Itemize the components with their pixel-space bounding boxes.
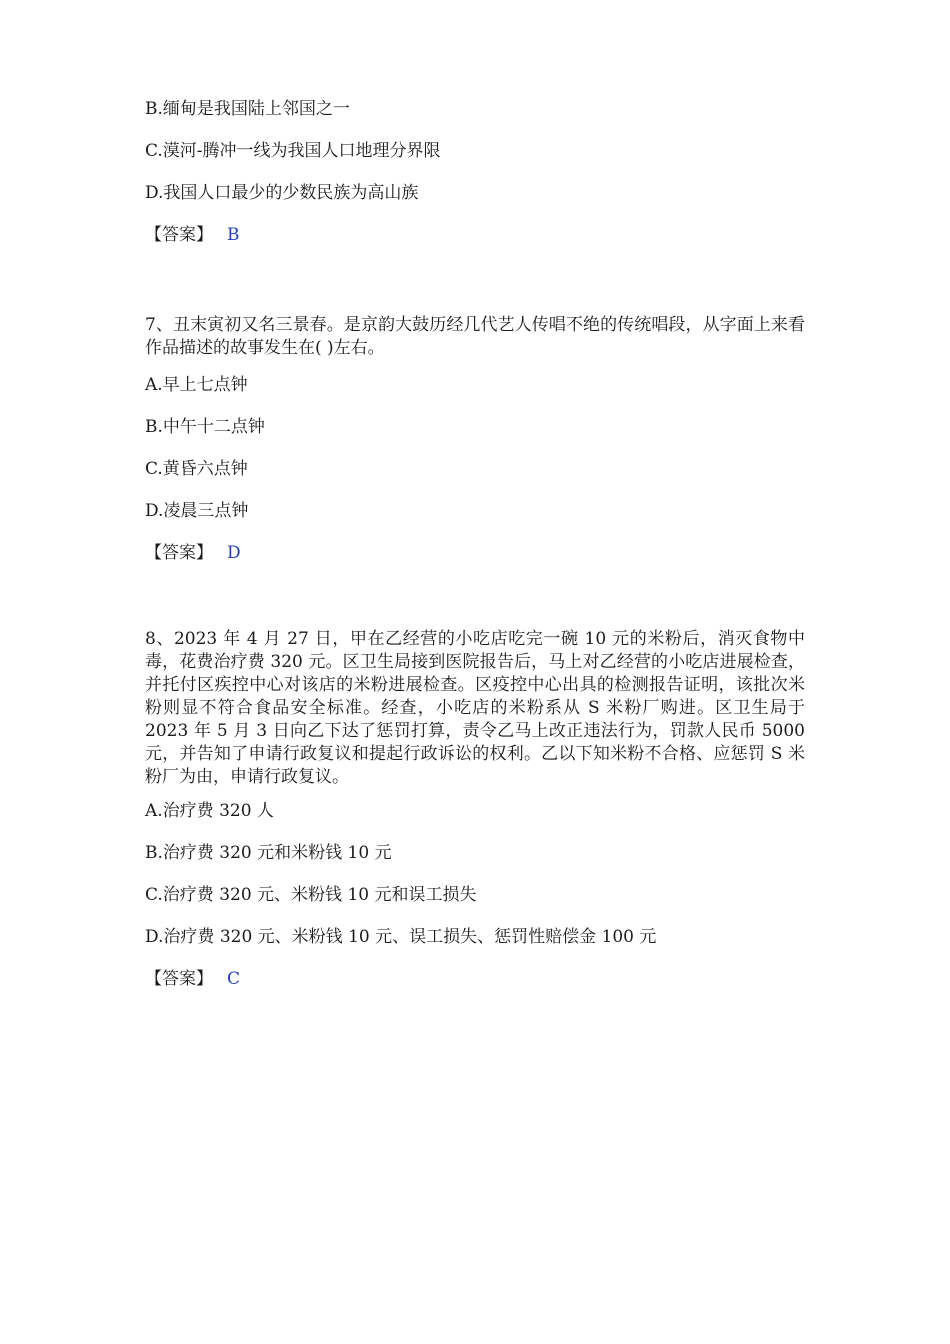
q8-answer-row (145, 968, 240, 991)
q7-option-b: B.中午十二点钟 (145, 417, 265, 437)
q7-answer-value: D (227, 543, 241, 563)
q8-answer-value: C (227, 969, 241, 989)
q8-option-c: C.治疗费 320 元、米粉钱 10 元和误工损失 (145, 885, 477, 905)
q7-option-c: C.黄昏六点钟 (145, 459, 248, 479)
q6-option-c: C.漠河-腾冲一线为我国人口地理分界限 (145, 141, 441, 161)
q6-answer-row (145, 224, 240, 247)
q7-answer-row (145, 542, 241, 565)
q8-answer-label: 【答案】 (145, 969, 213, 989)
q6-option-b: B.缅甸是我国陆上邻国之一 (145, 99, 350, 119)
q7-stem: 7、丑末寅初又名三景春。是京韵大鼓历经几代艺人传唱不绝的传统唱段，从字面上来看作品描述的故事发生在( )左右。 (145, 315, 805, 358)
q7-option-d: D.凌晨三点钟 (145, 501, 249, 521)
q8-stem: 8、2023 年 4 月 27 日，甲在乙经营的小吃店吃完一碗 10 元的米粉后，消灭食物中毒，花费治疗费 320 元。区卫生局接到医院报告后，马上对乙经营的小吃店进展检查，并托付区疾控中心对该店的米粉进展检查。区疫控中心出具的检测报告证明，该批次米粉则显不符合食品安全标准。经查，小吃店的米粉系从 S 米粉厂购进。区卫生局于 2023 年 5 月 3 日向乙下达了惩罚打算，责令乙马上改正违法行为，罚款人民币 5000 元，并告知了申请行政复议和提起行政诉讼的权利。乙以下知米粉不合格、应惩罚 S 米粉厂为由，申请行政复议。 (145, 629, 805, 787)
q7-answer-label: 【答案】 (145, 543, 213, 563)
q6-answer-label: 【答案】 (145, 225, 213, 245)
q7-option-a: A.早上七点钟 (145, 375, 248, 395)
q6-option-d: D.我国人口最少的少数民族为高山族 (145, 183, 419, 203)
q8-option-b: B.治疗费 320 元和米粉钱 10 元 (145, 843, 392, 863)
q6-answer-value: B (227, 225, 240, 245)
q8-option-d: D.治疗费 320 元、米粉钱 10 元、误工损失、惩罚性赔偿金 100 元 (145, 927, 657, 947)
q8-option-a: A.治疗费 320 人 (145, 801, 274, 821)
